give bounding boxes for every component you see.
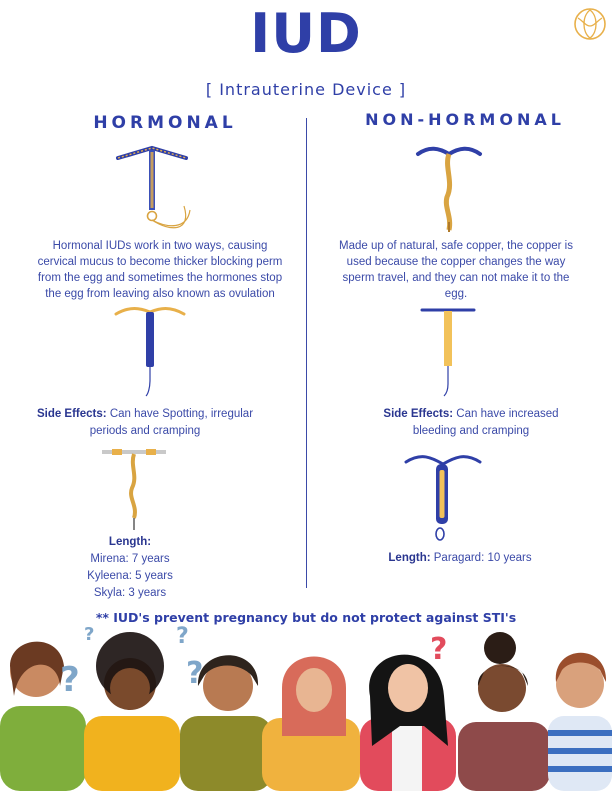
- hormonal-iud-illustration-1: [112, 140, 202, 235]
- hormonal-description-line: from the egg and sometimes the hormones stop: [37, 272, 283, 284]
- hormonal-heading: HORMONAL: [93, 113, 237, 133]
- hormonal-iud-illustration-3: [98, 446, 170, 532]
- question-mark-icon: ?: [176, 624, 189, 649]
- question-mark-icon: ?: [430, 632, 448, 667]
- length-item: Paragard: 10 years: [433, 552, 532, 564]
- side-effects-label: Side Effects:: [383, 408, 454, 420]
- side-effects-text: bleeding and cramping: [412, 425, 530, 437]
- non-hormonal-description-line: egg.: [444, 288, 468, 300]
- non-hormonal-iud-illustration-3: [402, 448, 484, 544]
- page-subtitle: [ Intrauterine Device ]: [205, 80, 407, 99]
- side-effects-text: Can have increased: [456, 408, 559, 420]
- non-hormonal-description-line: Made up of natural, safe copper, the copper is: [339, 240, 573, 252]
- non-hormonal-iud-illustration-1: [414, 142, 484, 237]
- non-hormonal-side-effects: [336, 406, 606, 440]
- side-effects-text: periods and cramping: [89, 425, 201, 437]
- question-mark-icon: ?: [186, 656, 204, 691]
- hormonal-description: [30, 238, 290, 302]
- non-hormonal-description-line: sperm travel, and they can not make it to the: [342, 272, 570, 284]
- non-hormonal-iud-illustration-2: [416, 302, 480, 397]
- question-mark-icon: ?: [60, 660, 80, 700]
- question-mark-icon: ?: [84, 624, 95, 645]
- non-hormonal-heading: NON-HORMONAL: [365, 110, 565, 129]
- length-label: Length:: [108, 536, 152, 548]
- length-item: Mirena: 7 years: [90, 553, 170, 565]
- hormonal-side-effects: [20, 406, 270, 440]
- page-title: IUD: [250, 2, 362, 65]
- disclaimer-note: ** IUD's prevent pregnancy but do not protect against STI's: [95, 610, 517, 625]
- hormonal-description-line: Hormonal IUDs work in two ways, causing: [52, 240, 268, 252]
- length-item: Skyla: 3 years: [93, 587, 167, 599]
- column-divider: [306, 118, 307, 588]
- length-item: Kyleena: 5 years: [87, 570, 173, 582]
- non-hormonal-description-line: used because the copper changes the way: [346, 256, 566, 268]
- non-hormonal-description: [320, 238, 592, 302]
- hormonal-description-line: cervical mucus to become thicker blocking perm: [37, 256, 283, 268]
- side-effects-label: Side Effects:: [36, 408, 107, 420]
- length-label: Length:: [388, 552, 431, 564]
- side-effects-text: Can have Spotting, irregular: [109, 408, 254, 420]
- hormonal-length: [40, 534, 220, 602]
- hormonal-description-line: the egg from leaving also known as ovulation: [45, 288, 275, 300]
- non-hormonal-length: [360, 550, 560, 567]
- hormonal-iud-illustration-2: [110, 302, 190, 397]
- people-illustration: [0, 626, 612, 791]
